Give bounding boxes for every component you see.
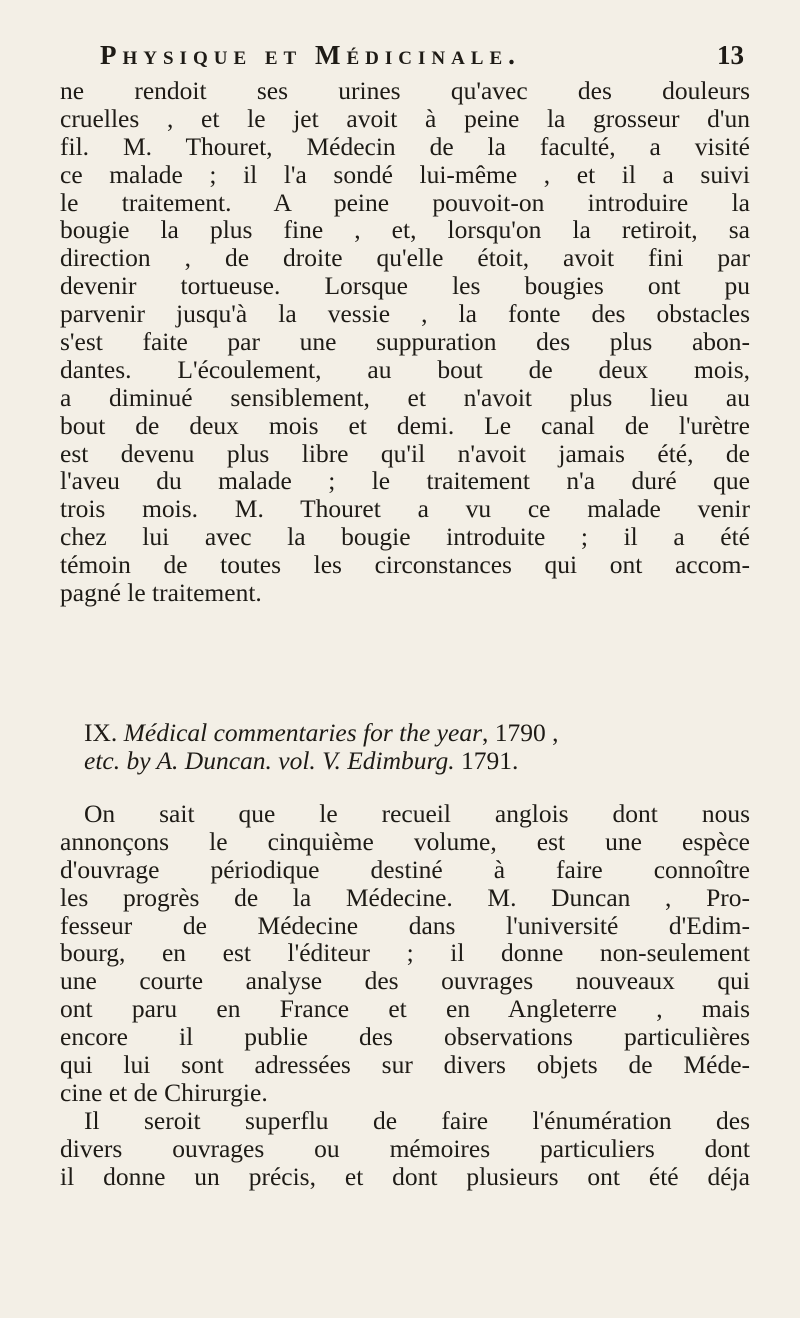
text-line: les progrès de la Médecine. M. Duncan , Pro- xyxy=(60,882,750,912)
text-line: cine et de Chirurgie. xyxy=(60,1077,268,1107)
text-line: le traitement. A peine pouvoit-on introduire la xyxy=(60,187,750,217)
text-line: il donne un précis, et dont plusieurs ont été déja xyxy=(60,1161,750,1191)
text-line: ont paru en France et en Angleterre , mais xyxy=(60,994,750,1024)
text-line: annonçons le cinquième volume, est une espèce xyxy=(60,826,750,856)
running-head xyxy=(100,40,744,80)
text-line: parvenir jusqu'à la vessie , la fonte des obstacles xyxy=(60,299,750,329)
text-line: Il seroit superflu de faire l'énumération des xyxy=(84,1105,750,1135)
section-heading xyxy=(60,719,750,775)
text-line: fesseur de Médecine dans l'université d'Edim- xyxy=(60,910,750,940)
heading-line-1 xyxy=(60,719,750,747)
text-line: divers ouvrages ou mémoires particuliers dont xyxy=(60,1133,750,1163)
text-line: bourg, en est l'éditeur ; il donne non-seulement xyxy=(60,938,750,968)
heading-pub-year: 1791. xyxy=(461,745,519,775)
heading-author-italic: etc. by A. Duncan. vol. V. Edimburg. xyxy=(84,745,455,775)
section-number: IX. xyxy=(84,718,118,747)
paragraph-continued xyxy=(60,77,750,607)
text-line: chez lui avec la bougie introduite ; il a été xyxy=(60,522,750,552)
running-title: Physique et Médicinale. xyxy=(100,40,521,70)
page-number: 13 xyxy=(717,40,744,70)
text-line: bout de deux mois et demi. Le canal de l'urètre xyxy=(60,410,750,440)
text-line: bougie la plus fine , et, lorsqu'on la retiroit, sa xyxy=(60,215,750,245)
text-line: dantes. L'écoulement, au bout de deux mois, xyxy=(60,354,750,384)
text-line: devenir tortueuse. Lorsque les bougies ont pu xyxy=(60,271,750,301)
text-line: encore il publie des observations particulières xyxy=(60,1022,750,1052)
heading-line-2 xyxy=(60,747,750,775)
text-line: fil. M. Thouret, Médecin de la faculté, a visité xyxy=(60,131,750,161)
text-line: une courte analyse des ouvrages nouveaux qui xyxy=(60,966,750,996)
text-line: ne rendoit ses urines qu'avec des douleurs xyxy=(60,76,750,105)
text-line: d'ouvrage périodique destiné à faire connoître xyxy=(60,854,750,884)
text-line: trois mois. M. Thouret a vu ce malade venir xyxy=(60,494,750,524)
text-line: l'aveu du malade ; le traitement n'a duré que xyxy=(60,466,750,496)
text-line: s'est faite par une suppuration des plus abon- xyxy=(60,327,750,357)
text-line: a diminué sensiblement, et n'avoit plus lieu au xyxy=(60,382,750,412)
text-line: direction , de droite qu'elle étoit, avoit fini par xyxy=(60,243,750,273)
text-line: témoin de toutes les circonstances qui ont accom- xyxy=(60,550,750,580)
text-line: ce malade ; il l'a sondé lui-même , et il a suivi xyxy=(60,159,750,189)
text-line: qui lui sont adressées sur divers objets de Méde- xyxy=(60,1050,750,1080)
heading-year: , 1790 , xyxy=(482,718,559,747)
text-line: On sait que le recueil anglois dont nous xyxy=(84,799,750,828)
text-line: est devenu plus libre qu'il n'avoit jamais été, de xyxy=(60,438,750,468)
paragraph-review xyxy=(60,800,750,1190)
heading-title-italic: Médical commentaries for the year xyxy=(123,718,482,747)
text-line: cruelles , et le jet avoit à peine la grosseur d'un xyxy=(60,103,750,133)
text-line: pagné le traitement. xyxy=(60,578,262,608)
